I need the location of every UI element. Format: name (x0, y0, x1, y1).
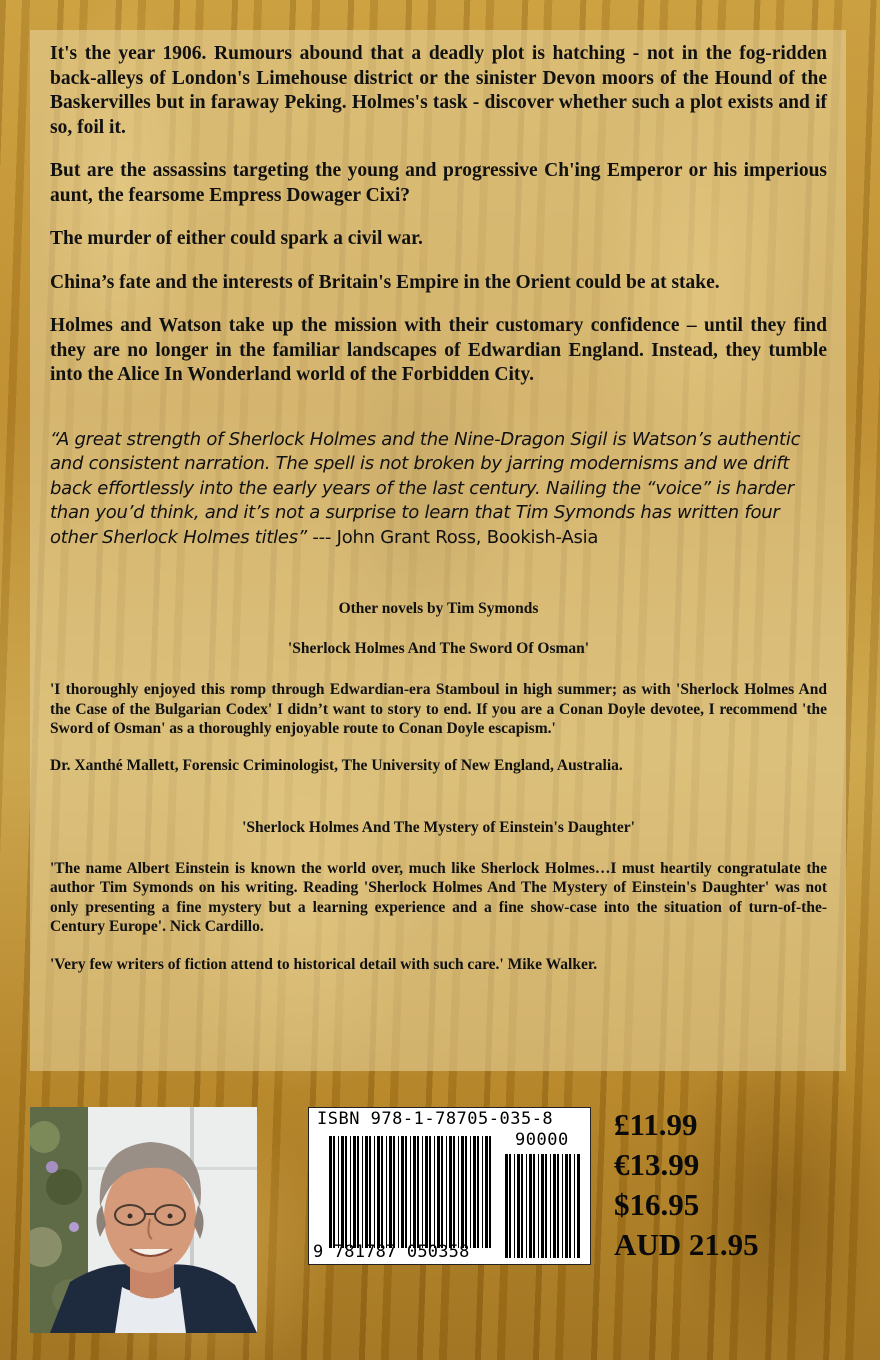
barcode-bar (538, 1154, 539, 1258)
barcode-bar (477, 1136, 479, 1248)
barcode-bar (405, 1136, 407, 1248)
barcode-bar (410, 1136, 411, 1248)
barcode-bar (533, 1154, 535, 1258)
barcode-bar (389, 1136, 392, 1248)
barcode-bar (505, 1154, 508, 1258)
barcode-bar (482, 1136, 483, 1248)
barcode-bar (574, 1154, 575, 1258)
barcode-bar (417, 1136, 419, 1248)
barcode-bar (362, 1136, 363, 1248)
author-portrait-illustration (30, 1107, 257, 1333)
barcode-bar (541, 1154, 544, 1258)
other-novels-section (50, 600, 827, 974)
synopsis-paragraph: But are the assassins targeting the young and progressive Ch'ing Emperor or his imperious aunt, the fearsome Empress Dowager Cixi? (50, 160, 827, 206)
other-novels-heading: Other novels by Tim Symonds (338, 600, 539, 617)
book-review: 'I thoroughly enjoyed this romp through Edwardian-era Stamboul in high summer; as with 'Sherlock Holmes And the Case of the Bulgarian Codex' I didn’t want to story to end. If you are a Conan Doyle devotee, I recommend 'the Sword of Osman' as a thoroughly enjoyable route to Conan Doyle escapism.' (50, 681, 827, 737)
barcode-bar (341, 1136, 344, 1248)
barcode-bar (365, 1136, 368, 1248)
synopsis-paragraph: China’s fate and the interests of Britain's Empire in the Orient could be at stake. (50, 271, 720, 293)
price-eur: €13.99 (614, 1147, 700, 1182)
isbn-barcode (308, 1107, 591, 1265)
price-usd: $16.95 (614, 1187, 700, 1222)
synopsis-paragraph: Holmes and Watson take up the mission with their customary confidence – until they find they are no longer in the familiar landscapes of Edwardian England. Instead, they tumble into the Alice In Wonderland world of the Forbidden City. (50, 315, 827, 385)
barcode-bar (429, 1136, 431, 1248)
barcode-bar (465, 1136, 467, 1248)
barcode-bar (473, 1136, 476, 1248)
synopsis-paragraph: The murder of either could spark a civil war. (50, 228, 423, 249)
barcode-bar (329, 1136, 332, 1248)
barcode-bar (401, 1136, 404, 1248)
barcode-bar (357, 1136, 359, 1248)
barcode-bar (569, 1154, 571, 1258)
review-quote (50, 428, 827, 551)
barcode-bar (413, 1136, 416, 1248)
barcode-bar (393, 1136, 395, 1248)
barcode-bar (422, 1136, 423, 1248)
book-review-attribution: Dr. Xanthé Mallett, Forensic Criminologist, The University of New England, Australia. (50, 756, 623, 774)
barcode-bar (526, 1154, 527, 1258)
barcode-bar (458, 1136, 459, 1248)
barcode-bar (470, 1136, 471, 1248)
book-title: 'Sherlock Holmes And The Sword Of Osman' (287, 640, 590, 657)
barcode-bar (489, 1136, 491, 1248)
price-list (614, 1105, 759, 1265)
barcode-bar (446, 1136, 447, 1248)
barcode-bar (577, 1154, 580, 1258)
price-addon-number: 90000 (515, 1130, 569, 1150)
barcode-bar (350, 1136, 351, 1248)
synopsis-paragraph: It's the year 1906. Rumours abound that a deadly plot is hatching - not in the fog-ridden back-alleys of London's Limehouse district or the sinister Devon moors of the Hound of the Baskervilles but in faraway Peking. Holmes's task - discover whether such a plot exists and if so, foil it. (50, 43, 827, 138)
book-title: 'Sherlock Holmes And The Mystery of Einstein's Daughter' (242, 818, 635, 836)
back-cover-text-panel (30, 30, 846, 1071)
barcode-bar (509, 1154, 511, 1258)
review-quote-attribution: --- John Grant Ross, Bookish-Asia (306, 526, 599, 548)
isbn-number: ISBN 978-1-78705-035-8 (317, 1109, 554, 1129)
barcode-bar (374, 1136, 375, 1248)
barcode-bar (485, 1136, 488, 1248)
barcode-bar (529, 1154, 532, 1258)
barcode-bar (565, 1154, 568, 1258)
price-aud: AUD 21.95 (614, 1227, 759, 1262)
barcode-bar (545, 1154, 547, 1258)
barcode-bar (514, 1154, 515, 1258)
barcode-bar (345, 1136, 347, 1248)
review-quote-text: “A great strength of Sherlock Holmes and the Nine-Dragon Sigil is Watson’s authentic and consistent narration. The spell is not broken by jarring modernisms and we drift back effortlessly into the early years of the last century. Nailing the “voice” is harder than you’d think, and it’s not a surprise to learn that Tim Symonds has written four other Sherlock Holmes titles” (50, 428, 801, 548)
barcode-bar (434, 1136, 435, 1248)
barcode-bar (550, 1154, 551, 1258)
price-gbp: £11.99 (614, 1107, 698, 1142)
barcode-bar (338, 1136, 339, 1248)
barcode-bar (333, 1136, 335, 1248)
barcode-bar (553, 1154, 556, 1258)
barcode-bar (369, 1136, 371, 1248)
synopsis (50, 42, 827, 388)
barcode-bar (398, 1136, 399, 1248)
book-review: 'The name Albert Einstein is known the world over, much like Sherlock Holmes…I must heartily congratulate the author Tim Symonds on his writing. Reading 'Sherlock Holmes And The Mystery of Einstein's Daughter' was not only presenting a fine mystery but a learning experience and a fine show-case into the situation of turn-of-the-Century Europe'. Nick Cardillo. (50, 859, 827, 935)
barcode-bar (449, 1136, 452, 1248)
barcode-bar (353, 1136, 356, 1248)
barcode-bar (557, 1154, 559, 1258)
barcode-bar (517, 1154, 520, 1258)
barcode-bar (386, 1136, 387, 1248)
barcode-bar (521, 1154, 523, 1258)
author-photo (30, 1107, 257, 1333)
barcode-bar (453, 1136, 455, 1248)
barcode-bar (437, 1136, 440, 1248)
barcode-bar (461, 1136, 464, 1248)
barcode-bar (381, 1136, 383, 1248)
barcode-bar (562, 1154, 563, 1258)
barcode-bar (425, 1136, 428, 1248)
ean-digits: 9 781787 050358 (313, 1242, 470, 1262)
barcode-bar (441, 1136, 443, 1248)
book-review-attribution: 'Very few writers of fiction attend to historical detail with such care.' Mike Walker. (50, 955, 598, 973)
barcode-bar (377, 1136, 380, 1248)
